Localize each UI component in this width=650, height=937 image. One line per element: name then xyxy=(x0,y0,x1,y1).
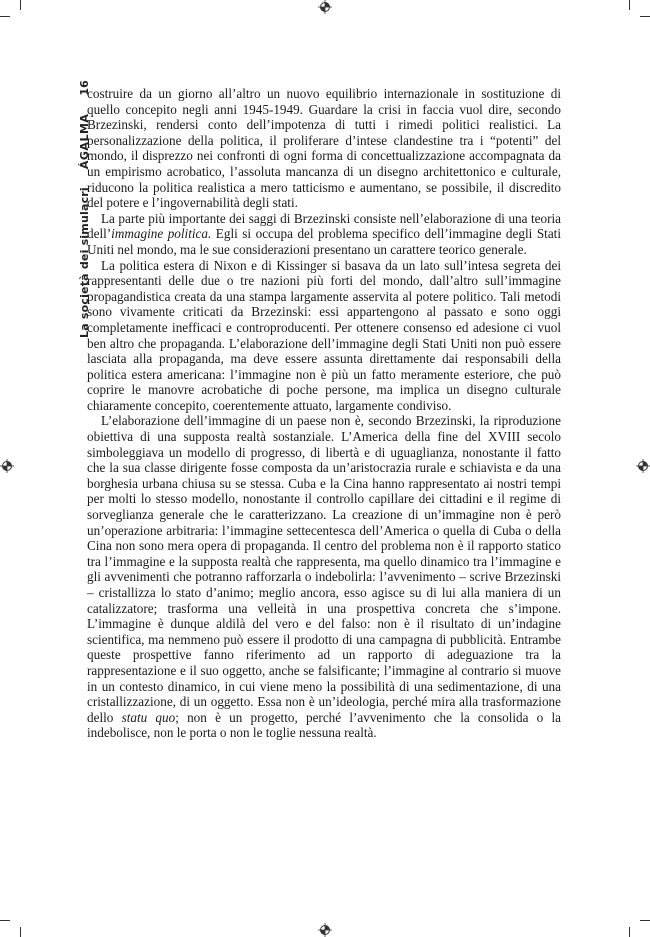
emphasis-text: immagine politica. xyxy=(111,226,212,242)
body-text xyxy=(87,86,561,741)
crop-mark xyxy=(20,927,21,937)
crop-mark xyxy=(20,0,21,10)
registration-mark-icon xyxy=(636,459,650,473)
crop-mark xyxy=(640,16,650,17)
crop-mark xyxy=(640,920,650,921)
crop-mark xyxy=(0,16,10,17)
journal-title: ÁGALMA xyxy=(78,113,91,170)
series-title: La società dei simulacri xyxy=(78,187,91,338)
registration-mark-icon xyxy=(0,459,14,473)
registration-mark-icon xyxy=(318,923,332,937)
crop-mark xyxy=(629,0,630,10)
paragraph-text: Egli si occupa del problema specifico dell’immagine degli Stati Uniti nel mondo, ma le sue considerazioni presentano un carattere teorico generale. xyxy=(87,226,561,257)
page-number: 16 xyxy=(78,80,91,96)
crop-mark xyxy=(629,927,630,937)
paragraph: costruire da un giorno all’altro un nuovo equilibrio internazionale in sostituzione di quello concepito negli anni 1945-1949. Guardare la crisi in faccia vuol dire, secondo Brzezinski, rendersi conto dell’impotenza di tutti i rimedi politici realistici. La personalizzazione della politica, il proliferare d’intese clandestine tra i “potenti” del mondo, il disprezzo nei confronti di ogni forma di concettualizzazione accompagnata da un empirismo acrobatico, l’assoluta mancanza di un disegno architettonico e culturale, riducono la politica realistica a mero tatticismo e aumentano, se possibile, il discredito del potere e l’ingovernabilità degli stati. xyxy=(87,86,561,211)
paragraph xyxy=(87,211,561,258)
paragraph-text: ; non è un progetto, perché l’avvenimento che la consolida o la indebolisce, non le porta o non le toglie nessuna realtà. xyxy=(87,709,561,741)
registration-mark-icon xyxy=(318,0,332,14)
paragraph-text: La parte più importante dei saggi di Brzezinski consiste nell’elaborazione di una teoria dell’ xyxy=(87,210,561,242)
paragraph xyxy=(87,413,561,740)
emphasis-text: statu quo xyxy=(121,709,176,725)
paragraph: La politica estera di Nixon e di Kissinger si basava da un lato sull’intesa segreta dei rappresentanti delle due o tre nazioni più forti del mondo, dall’altro sull’immagine propagandistica creata da una stampa largamente asservita al potere politico. Tali metodi sono vivamente criticati da Brzezinski: essi appartengono al passato e sono oggi completamente inefficaci e controproducenti. Per ottenere consenso ed adesione ci vuol ben altro che propaganda. L’elaborazione dell’immagine degli Stati Uniti non può essere lasciata alla propaganda, ma deve essere assunta direttamente dai responsabili della politica estera americana: l’immagine non è più un fatto meramente esteriore, che può coprire le manovre acrobatiche di poche persone, ma implica un disegno culturale chiaramente concepito, coerentemente attuato, largamente condiviso. xyxy=(87,257,561,413)
crop-mark xyxy=(0,920,10,921)
paragraph-text: L’elaborazione dell’immagine di un paese non è, secondo Brzezinski, la riproduzione obiettiva di una supposta realtà sostanziale. L’America della fine del XVIII secolo simboleggiava un modello di progresso, di libertà e di uguaglianza, nonostante il fatto che la sua classe dirigente fosse composta da un’aristocrazia rurale e schiavista e da una borghesia urbana chiusa su se stessa. Cuba e la Cina hanno rappresentato ai nostri tempi per molti lo stesso modello, nonostante il controllo capillare dei cittadini e il regime di sorveglianza generale che le caratterizzano. La creazione di un’immagine non è però un’operazione arbitraria: l’immagine settecentesca dell’America o quella di Cuba o della Cina non sono mera opera di propaganda. Il centro del problema non è il rapporto statico tra l’immagine e la supposta realtà che rappresenta, ma quello dinamico tra l’immagine e gli avvenimenti che potranno rafforzarla o indebolirla: l’avvenimento – scrive Brzezinski – cristallizza lo stato d’animo; meglio ancora, esso agisce su di lui alla maniera di un catalizzatore; trasforma una velleità in una prospettiva concreta che s’impone. L’immagine è dunque aldilà del vero e del falso: non è il risultato di un’indagine scientifica, ma nemmeno può essere il prodotto di una campagna di pubblicità. Entrambe queste prospettive fanno riferimento ad un rapporto di adeguazione tra la rappresentazione e il suo oggetto, anche se falsificante; l’immagine al contrario si muove in un contesto dinamico, in cui viene meno la possibilità di una sedimentazione, di una cristallizzazione, di un oggetto. Essa non è un’ideologia, perché mira alla trasformazione dello xyxy=(87,413,561,725)
